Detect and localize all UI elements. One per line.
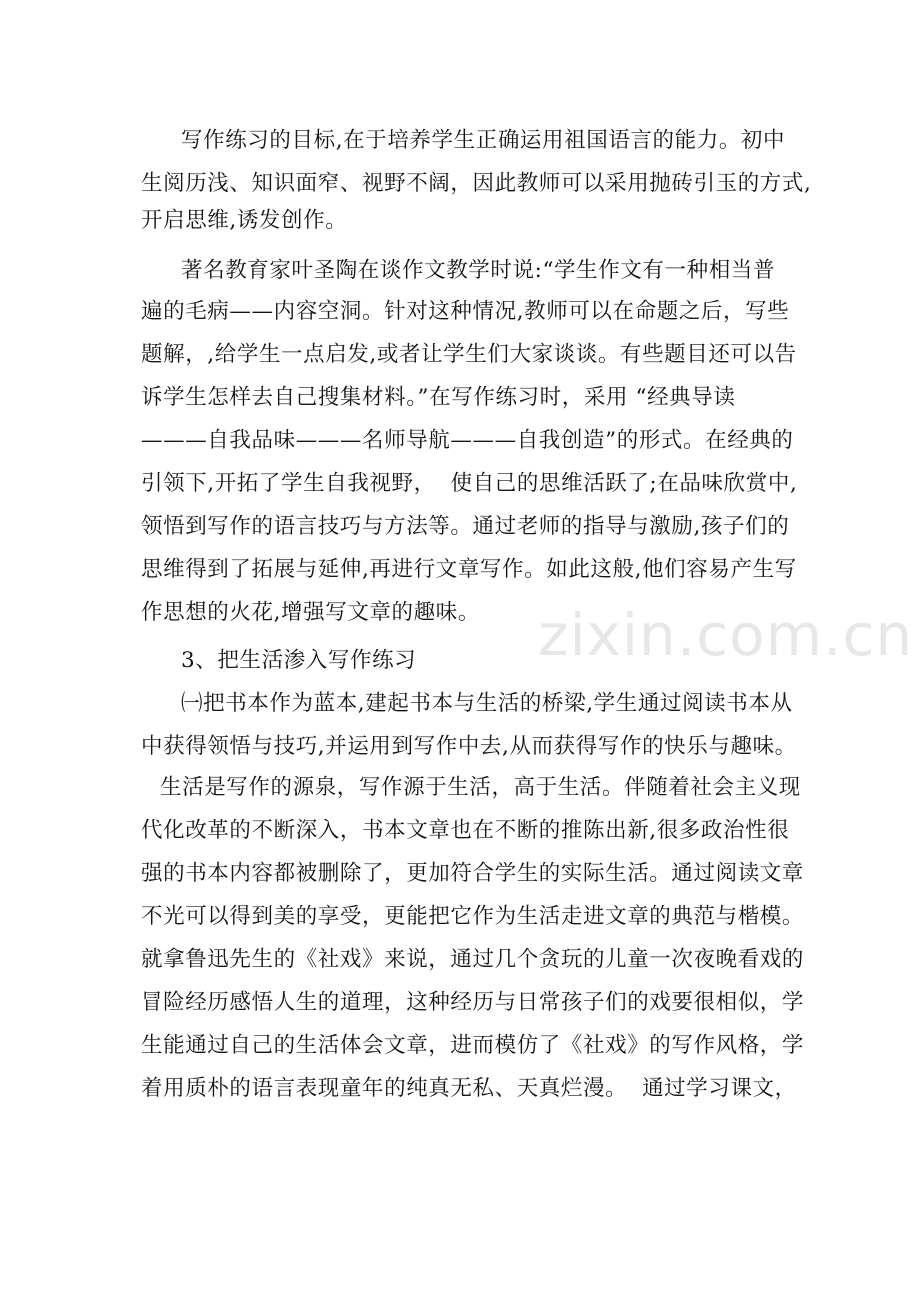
text-line: 著名教育家叶圣陶在谈作文教学时说:“学生作文有一种相当普 (181, 258, 776, 283)
text-line: ———自我品味———名师导航———自我创造”的形式。在经典的 (141, 428, 794, 453)
text-line: 题解，,给学生一点启发,或者让学生们大家谈谈。有些题目还可以告 (141, 342, 797, 367)
text-line: 遍的毛病——内容空洞。针对这种情况,教师可以在命题之后，写些 (141, 299, 790, 324)
text-line: 作思想的火花,增强写文章的趣味。 (141, 600, 480, 625)
text-line: 开启思维,诱发创作。 (141, 208, 348, 233)
text-line: 就拿鲁迅先生的《社戏》来说，通过几个贪玩的儿童一次夜晚看戏的 (141, 947, 805, 972)
text-line: 领悟到写作的语言技巧与方法等。通过老师的指导与激励,孩子们的 (141, 514, 790, 539)
text-line: 中获得领悟与技巧,并运用到写作中去,从而获得写作的快乐与趣味。 (141, 734, 797, 759)
text-line: 思维得到了拓展与延伸,再进行文章写作。如此这般,他们容易产生写 (141, 557, 797, 582)
text-line: 不光可以得到美的享受，更能把它作为生活走进文章的典范与楷模。 (141, 904, 805, 929)
text-line: ㈠把书本作为蓝本,建起书本与生活的桥梁,学生通过阅读书本从 (181, 691, 793, 716)
text-line: 强的书本内容都被删除了，更加符合学生的实际生活。通过阅读文章 (141, 861, 805, 886)
watermark: zixin.com.cn (538, 601, 914, 669)
text-line: 生活是写作的源泉，写作源于生活，高于生活。伴随着社会主义现 (160, 775, 801, 800)
text-line: 引领下,开拓了学生自我视野， 使自己的思维活跃了;在品味欣赏中, (141, 471, 798, 496)
text-line: 着用质朴的语言表现童年的纯真无私、天真烂漫。 通过学习课文， (141, 1076, 797, 1101)
text-line: 诉学生怎样去自己搜集材料。”在写作练习时，采用 “经典导读 (141, 385, 736, 410)
text-line: 生阅历浅、知识面窄、视野不阔，因此教师可以采用抛砖引玉的方式, (141, 171, 812, 196)
text-line: 生能通过自己的生活体会文章，进而模仿了《社戏》的写作风格，学 (141, 1033, 805, 1058)
text-line: 冒险经历感悟人生的道理，这种经历与日常孩子们的戏要很相似，学 (141, 990, 805, 1015)
section-heading: 3、把生活渗入写作练习 (181, 648, 417, 673)
text-line: 代化改革的不断深入，书本文章也在不断的推陈出新,很多政治性很 (141, 818, 790, 843)
text-line: 写作练习的目标,在于培养学生正确运用祖国语言的能力。初中 (181, 128, 786, 153)
